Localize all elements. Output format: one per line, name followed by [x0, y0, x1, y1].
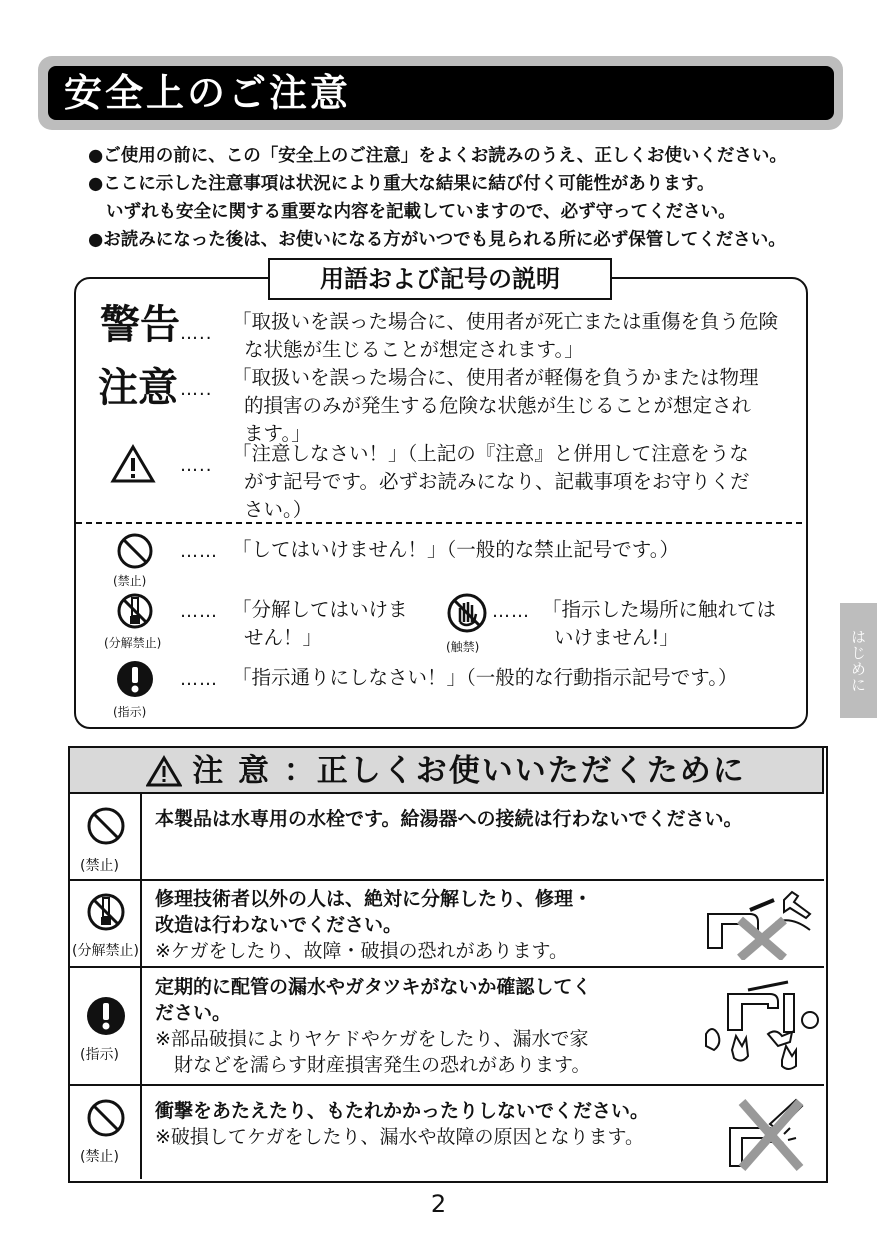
impact-faucet-illustration: [722, 1094, 810, 1174]
table-row-divider: [70, 879, 824, 881]
no-disassembly-icon: [86, 892, 126, 932]
intro-line: ●ご使用の前に、この「安全上のご注意」をよくお読みのうえ、正しくお使いください。: [88, 146, 787, 166]
instruction-label: (指示): [113, 705, 147, 719]
leader-dots: …..: [180, 455, 213, 476]
no-touch-description: 「指示した場所に触れては いけません!」: [542, 598, 777, 649]
no-touch-label: (触禁): [446, 640, 480, 654]
leader-dots: ……: [492, 601, 530, 622]
table-row: 衝撃をあたえたり、もたれかかったりしないでください。 ※破損してケガをしたり、漏水や故障の原因となります。: [155, 1100, 650, 1148]
intro-line: ●ここに示した注意事項は状況により重大な結果に結び付く可能性があります。: [88, 174, 715, 194]
prohibited-icon: [86, 806, 126, 846]
leader-dots: …..: [180, 379, 213, 400]
prohibited-icon: [116, 532, 154, 570]
caution-triangle-icon: [146, 755, 182, 787]
row-symbol-label: (禁止): [80, 1149, 119, 1165]
pipe-inspection-illustration: [698, 974, 822, 1080]
caution-table-title: 注 意 ：正しくお使いいただくために: [192, 753, 746, 789]
section-tab: [840, 603, 877, 718]
table-row: 本製品は水専用の水栓です。給湯器への接続は行わないでください。: [155, 808, 743, 830]
caution-triangle-icon: [110, 444, 156, 484]
row-symbol-label: (分解禁止): [72, 943, 139, 959]
page-number: 2: [430, 1190, 447, 1218]
prohibited-description: 「してはいけません！」（一般的な禁止記号です。）: [232, 538, 679, 561]
no-disassembly-label: (分解禁止): [104, 636, 162, 650]
leader-dots: ……: [180, 541, 218, 562]
leader-dots: ……: [180, 669, 218, 690]
table-row-divider: [70, 1084, 824, 1086]
table-column-divider: [140, 794, 142, 1179]
no-disassembly-icon: [116, 592, 154, 630]
caution-description: 「取扱いを誤った場合に、使用者が軽傷を負うかまたは物理 的損害のみが発生する危険な状態が生じることが想定され ます。」: [232, 366, 759, 445]
prohibited-icon: [86, 1098, 126, 1138]
warning-description: 「取扱いを誤った場合に、使用者が死亡または重傷を負う危険 な状態が生じることが想定されます。」: [232, 310, 779, 361]
table-row-divider: [70, 966, 824, 968]
row-symbol-label: (指示): [80, 1047, 119, 1063]
prohibited-label: (禁止): [113, 574, 147, 588]
divider: [76, 522, 802, 524]
instruction-description: 「指示通りにしなさい！」（一般的な行動指示記号です。）: [232, 666, 738, 689]
leader-dots: ……: [180, 601, 218, 622]
table-row: 定期的に配管の漏水やガタツキがないか確認してく ださい。 ※部品破損によりヤケドやケガをしたり、漏水で家 財などを濡らす財産損害発生の恐れがあります。: [155, 976, 592, 1076]
intro-line: ●お読みになった後は、お使いになる方がいつでも見られる所に必ず保管してください。: [88, 230, 786, 250]
intro-notes: [88, 142, 787, 254]
leader-dots: …..: [180, 323, 213, 344]
row-symbol-label: (禁止): [80, 858, 119, 874]
table-row: 修理技術者以外の人は、絶対に分解したり、修理・ 改造は行わないでください。 ※ケガをしたり、故障・破損の恐れがあります。: [155, 888, 593, 962]
no-touch-icon: [446, 592, 488, 634]
section-tab-label: はじめに: [849, 628, 867, 693]
faucet-repair-illustration: [700, 886, 818, 960]
caution-table-header: [68, 746, 824, 794]
instruction-icon: [116, 660, 154, 698]
page-title: 安全上のご注意: [64, 71, 352, 115]
caution-label: 注意: [98, 365, 178, 411]
no-disassembly-description: 「分解してはいけま せん！」: [232, 598, 408, 649]
intro-line: いずれも安全に関する重要な内容を記載していますので、必ず守ってください。: [106, 202, 736, 222]
warning-label: 警告: [100, 302, 180, 348]
terms-heading: 用語および記号の説明: [268, 258, 612, 300]
triangle-description: 「注意しなさい！」（上記の『注意』と併用して注意をうな がす記号です。必ずお読みになり、記載事項をお守りくだ さい。）: [232, 442, 750, 521]
instruction-icon: [86, 996, 126, 1036]
